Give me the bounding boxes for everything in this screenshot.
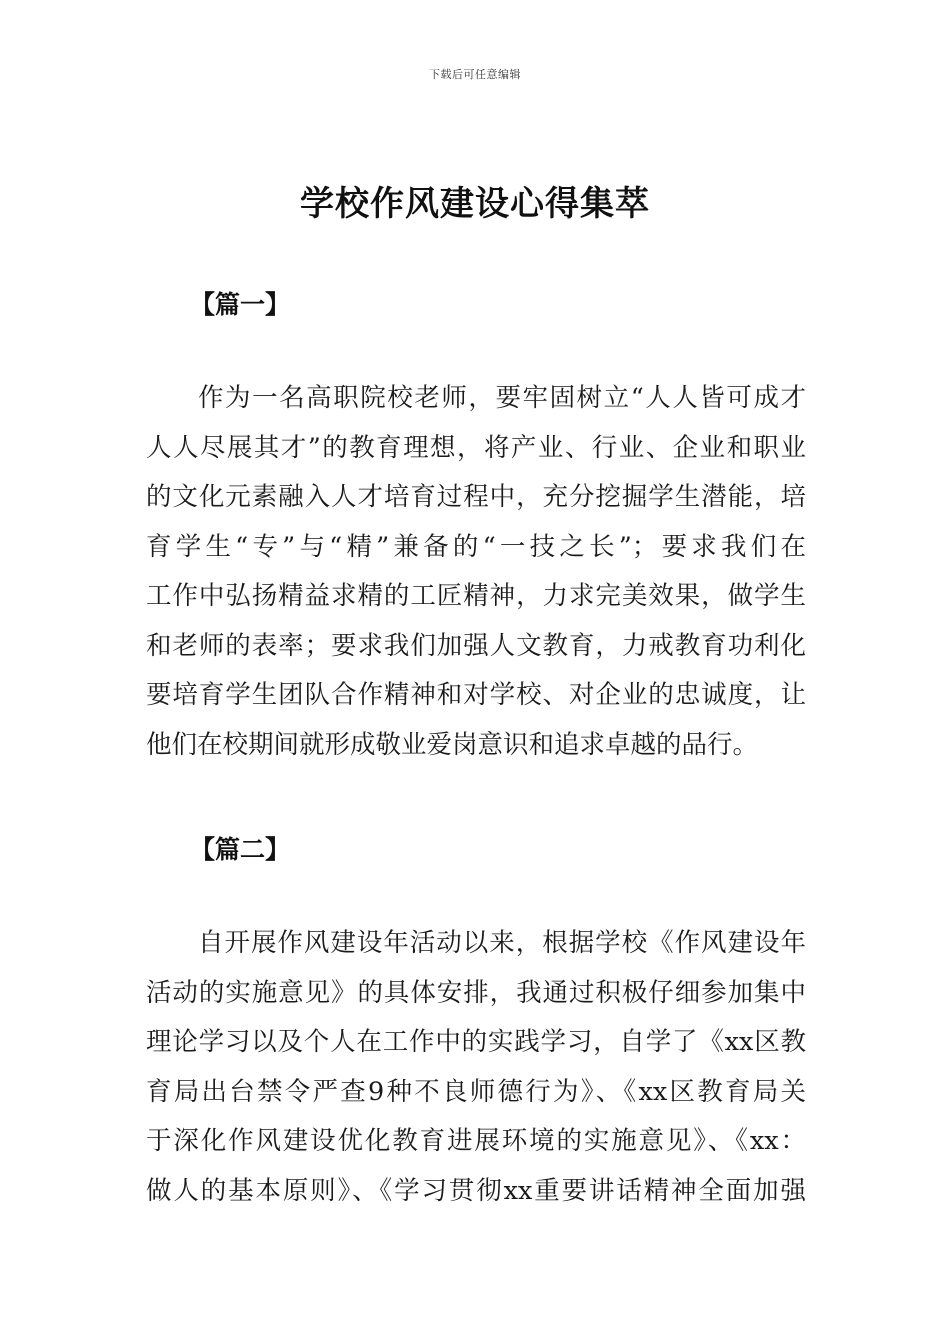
paragraph-line: 于深化作风建设优化教育进展环境的实施意见》、《xx：	[146, 1126, 806, 1156]
paragraph-line: 活动的实施意见》的具体安排，我通过积极仔细参加集中	[146, 977, 806, 1008]
paragraph-line: 和老师的表率；要求我们加强人文教育，力戒教育功利化	[146, 630, 806, 661]
paragraph-line: 育局出台禁令严查9种不良师德行为》、《xx区教育局关	[146, 1076, 806, 1107]
section-1-paragraph	[146, 374, 806, 770]
paragraph-line: 理论学习以及个人在工作中的实践学习，自学了《xx区教	[146, 1027, 806, 1057]
paragraph-line: 他们在校期间就形成敬业爱岗意识和追求卓越的品行。	[146, 729, 759, 760]
paragraph-line: 育学生“专”与“精”兼备的“一技之长”；要求我们在	[146, 531, 806, 562]
paragraph-line: 作为一名高职院校老师，要牢固树立“人人皆可成才	[198, 383, 806, 413]
document-title: 学校作风建设心得集萃	[300, 184, 650, 224]
section-heading-2: 【篇二】	[190, 835, 291, 864]
paragraph-line: 自开展作风建设年活动以来，根据学校《作风建设年	[198, 928, 806, 958]
paragraph-line: 的文化元素融入人才培育过程中，充分挖掘学生潜能，培	[146, 482, 806, 512]
paragraph-line: 工作中弘扬精益求精的工匠精神，力求完美效果，做学生	[146, 581, 806, 611]
header-note: 下载后可任意编辑	[429, 68, 521, 81]
section-heading-1: 【篇一】	[190, 290, 291, 319]
paragraph-line: 要培育学生团队合作精神和对学校、对企业的忠诚度，让	[146, 680, 806, 710]
paragraph-line: 人人尽展其才”的教育理想，将产业、行业、企业和职业	[146, 432, 806, 463]
paragraph-line: 做人的基本原则》、《学习贯彻xx重要讲话精神全面加强	[146, 1175, 806, 1206]
section-2-paragraph	[146, 919, 806, 1216]
